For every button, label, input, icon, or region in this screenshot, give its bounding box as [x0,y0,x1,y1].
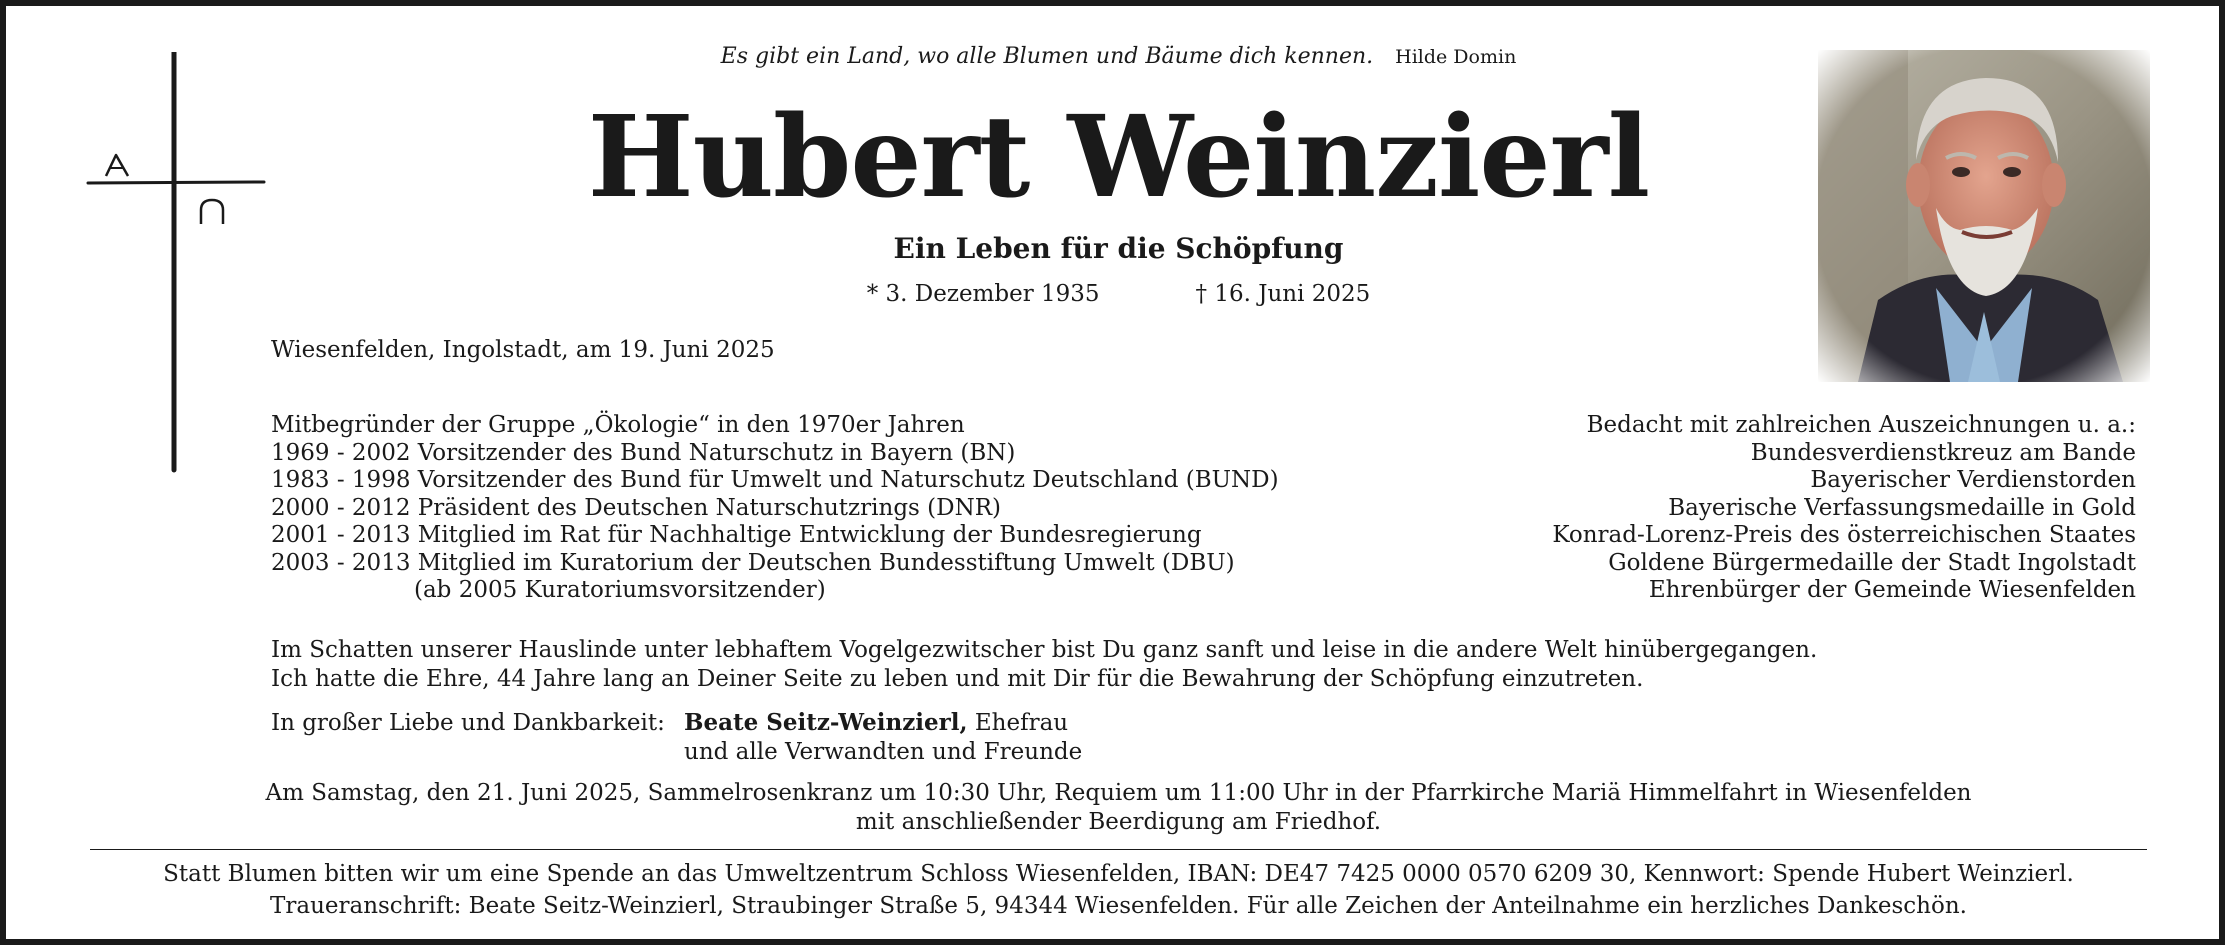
career-item: Mitbegründer der Gruppe „Ökologie“ in den 1970er Jahren [271,412,965,438]
address-line: Traueranschrift: Beate Seitz-Weinzierl, Straubinger Straße 5, 94344 Wiesenfelden. Für alle Zeichen der Anteilnahme ein herzliches Dankeschön. [270,893,1967,919]
career-item: 1983 - 1998 Vorsitzender des Bund für Umwelt und Naturschutz Deutschland (BUND) [271,467,1279,493]
message-line: Im Schatten unserer Hauslinde unter lebhaftem Vogelgezwitscher bist Du ganz sanft und leise in die andere Welt hinübergegangen. [271,637,1818,663]
spouse-role: Ehefrau [974,710,1069,736]
career-item: 1969 - 2002 Vorsitzender des Bund Naturschutz in Bayern (BN) [271,439,1016,466]
quote-text: Es gibt ein Land, wo alle Blumen und Bäume dich kennen. [720,44,1374,69]
subtitle: Ein Leben für die Schöpfung [893,232,1344,265]
divider [90,849,2147,850]
place-date: Wiesenfelden, Ingolstadt, am 19. Juni 2025 [271,337,775,363]
funeral-line: mit anschließender Beerdigung am Friedhof. [855,809,1382,835]
award-item: Goldene Bürgermedaille der Stadt Ingolstadt [1608,549,2136,576]
quote-author: Hilde Domin [1395,46,1517,68]
career-item: 2003 - 2013 Mitglied im Kuratorium der Deutschen Bundesstiftung Umwelt (DBU) [271,549,1235,576]
award-item: Ehrenbürger der Gemeinde Wiesenfelden [1648,577,2136,603]
awards-list [1552,412,2136,605]
farewell-message [271,636,1817,694]
career-list [271,412,1279,605]
other-mourners: und alle Verwandten und Freunde [684,739,1083,765]
awards-intro: Bedacht mit zahlreichen Auszeichnungen u. a.: [1586,412,2136,438]
award-item: Bayerischer Verdienstorden [1810,467,2136,493]
funeral-details [6,779,2225,837]
birth-date: * 3. Dezember 1935 [866,281,1100,307]
funeral-line: Am Samstag, den 21. Juni 2025, Sammelrosenkranz um 10:30 Uhr, Requiem um 11:00 Uhr in der Pfarrkirche Mariä Himmelfahrt in Wiesenfelden [265,780,1972,806]
award-item: Bayerische Verfassungsmedaille in Gold [1668,494,2136,521]
mourners-lead: In großer Liebe und Dankbarkeit: [271,710,665,736]
portrait-photo [1818,50,2150,382]
career-item: 2001 - 2013 Mitglied im Rat für Nachhaltige Entwicklung der Bundesregierung [271,522,1202,548]
message-line: Ich hatte die Ehre, 44 Jahre lang an Deiner Seite zu leben und mit Dir für die Bewahrung der Schöpfung einzutreten. [271,666,1644,692]
spouse-name: Beate Seitz-Weinzierl, [684,709,968,736]
footer [6,858,2225,922]
career-item: 2000 - 2012 Präsident des Deutschen Naturschutzrings (DNR) [271,494,1001,521]
career-note: (ab 2005 Kuratoriumsvorsitzender) [414,577,826,603]
mourners [271,708,1082,767]
donation-line: Statt Blumen bitten wir um eine Spende an das Umweltzentrum Schloss Wiesenfelden, IBAN: DE47 7425 0000 0570 6209 30, Kennwort: Spende Hubert Weinzierl. [163,861,2074,887]
death-date: † 16. Juni 2025 [1195,281,1371,307]
award-item: Konrad-Lorenz-Preis des österreichischen Staates [1552,522,2136,548]
award-item: Bundesverdienstkreuz am Bande [1750,439,2136,466]
deceased-name: Hubert Weinzierl [587,92,1650,223]
